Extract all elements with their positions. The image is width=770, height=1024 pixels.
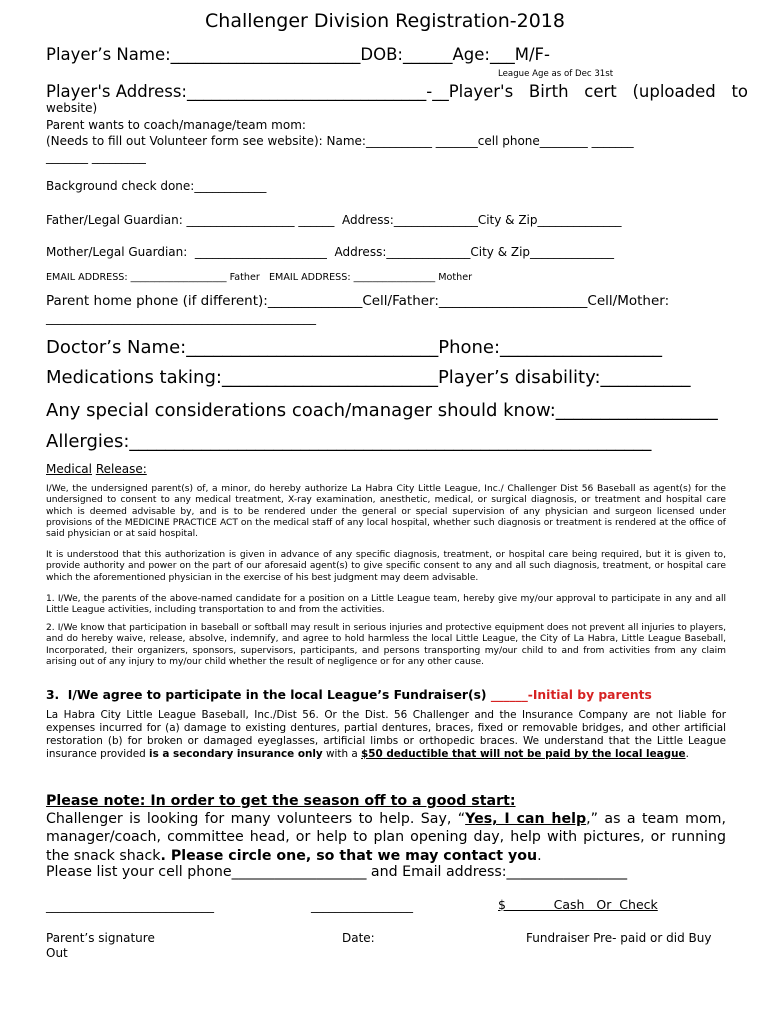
email-addresses-line[interactable]: EMAIL ADDRESS: ____________________ Father EMAIL ADDRESS: _________________ Mother <box>46 272 473 283</box>
volunteer-name-phone-line[interactable]: (Needs to fill out Volunteer form see website): Name:___________ _______cell phone________ _______ <box>46 134 634 148</box>
date-label: Date: <box>342 931 375 945</box>
insurance-text-c: with a <box>322 747 362 760</box>
player-address-line[interactable]: Player's Address:_____________________________-__Player's Birth cert (uploaded to <box>46 82 749 101</box>
insurance-deductible: $50 deductible that will not be paid by the local league <box>361 747 686 760</box>
cash-or-check-line[interactable]: $ Cash Or Check <box>498 897 658 912</box>
parent-phones-line[interactable]: Parent home phone (if different):______________Cell/Father:______________________Cell/Mother: <box>46 293 670 309</box>
medical-paragraph-4: 2. I/We know that participation in baseball or softball may result in serious injuries and protective equipment does not prevent all injuries to players, and do hereby waive, release, absolve, indemnify, and agree to hold harmless the local Little League, the City of La Habra, Little League Baseball, Incorporated, their organizers, sponsors, supervisors, participants, and persons transporting my/our child to and from activities from any claim arising out of any injury to my/our child whether the result of negligence or for any other cause. <box>46 623 726 667</box>
medical-paragraph-2: It is understood that this authorization is given in advance of any specific diagnosis, treatment, or hospital care being required, but it is given to, provide authority and power on the part of our aforesaid agent(s) to give specific consent to any and all such diagnosis, treatment, or hospital care which the aforementioned physician in the exercise of his best judgment may deem advisable. <box>46 550 726 583</box>
fundraiser-line[interactable] <box>46 688 652 702</box>
parent-signature-label: Parent’s signature <box>46 931 155 945</box>
volunteer-text-e: . <box>537 847 542 864</box>
allergies-line[interactable]: Allergies:__________________________________________________________ <box>46 431 652 452</box>
parent-coach-question: Parent wants to coach/manage/team mom: <box>46 118 306 132</box>
parent-phones-line-cont[interactable]: _____________________________________________ <box>46 311 316 325</box>
volunteer-text-a: Challenger is looking for many volunteers to help. Say, “ <box>46 811 466 827</box>
insurance-secondary: is a secondary insurance only <box>149 747 323 760</box>
date-line[interactable]: _________________ <box>311 899 413 913</box>
volunteer-paragraph <box>46 810 726 865</box>
special-considerations-line[interactable]: Any special considerations coach/manager should know:__________________ <box>46 400 718 421</box>
volunteer-line-cont[interactable]: _______ _________ <box>46 150 146 164</box>
form-title: Challenger Division Registration-2018 <box>205 10 565 32</box>
father-guardian-line[interactable]: Father/Legal Guardian: __________________ ______ Address:______________City & Zip______________ <box>46 213 622 227</box>
please-note-heading: Please note: In order to get the season off to a good start: <box>46 793 516 809</box>
background-check-line[interactable]: Background check done:____________ <box>46 179 267 193</box>
fundraiser-paid-label: Fundraiser Pre- paid or did Buy <box>526 931 712 945</box>
parent-signature-label-cont: Out <box>46 946 68 960</box>
medical-heading-word: Medical <box>46 462 92 476</box>
mother-guardian-line[interactable]: Mother/Legal Guardian: ______________________ Address:______________City & Zip______________ <box>46 245 615 259</box>
signature-line[interactable]: ____________________________ <box>46 899 214 913</box>
player-name-dob-age-line[interactable]: Player’s Name:_______________________DOB:______Age:___M/F- <box>46 45 550 64</box>
volunteer-text-c: ,” as a team mom, manager/coach, committee head, or help to plan opening day, help with pictures, or running the snack shack <box>46 811 726 864</box>
insurance-paragraph <box>46 709 726 761</box>
insurance-text-e: . <box>685 747 689 760</box>
league-age-note: League Age as of Dec 31st <box>498 69 614 79</box>
medical-paragraph-1: I/We, the undersigned parent(s) of, a minor, do hereby authorize La Habra City Little League, Inc./ Challenger Dist 56 Baseball as agent(s) for the undersigned to consent to any medical treatment, X-ray examination, anesthetic, medical, or surgical diagnosis, or treatment and hospital care which is deemed advisable by, and is to be rendered under the general or special supervision of any physician and surgeon licensed under provisions of the MEDICINE PRACTICE ACT on the medical staff of any local hospital, whether such diagnosis or treatment is rendered at the office of said physician or at said hospital. <box>46 484 726 540</box>
fundraiser-text: 3. I/We agree to participate in the local League’s Fundraiser(s) <box>46 688 491 702</box>
medications-disability-line[interactable]: Medications taking:________________________Player’s disability:__________ <box>46 367 691 388</box>
fundraiser-initial-blank[interactable]: ______ <box>490 688 528 702</box>
medical-paragraph-3: 1. I/We, the parents of the above-named candidate for a position on a Little League team, hereby give my/our approval to participate in any and all Little League activities, including transportation to and from the activities. <box>46 594 726 616</box>
release-heading-word: Release: <box>95 462 147 476</box>
doctor-phone-line[interactable]: Doctor’s Name:____________________________Phone:__________________ <box>46 337 663 358</box>
insurance-text-a: La Habra City Little League Baseball, Inc./Dist 56. Or the Dist. 56 Challenger and the Insurance Company are not liable for expenses incurred for (a) damage to existing dentures, partial dentures, braces, fixed or removable bridges, and other artificial restoration (b) for broken or damaged eyeglasses, artificial limbs or orthopedic braces. We understand that the Little League insurance provided <box>46 709 726 760</box>
player-address-line-cont: website) <box>46 101 98 115</box>
medical-release-heading <box>46 462 147 476</box>
volunteer-circle-one: . Please circle one, so that we may contact you <box>160 847 538 864</box>
fundraiser-initial-label: -Initial by parents <box>527 688 652 702</box>
cell-email-line[interactable]: Please list your cell phone___________________ and Email address:_________________ <box>46 864 628 880</box>
volunteer-yes-help: Yes, I can help <box>465 811 587 827</box>
